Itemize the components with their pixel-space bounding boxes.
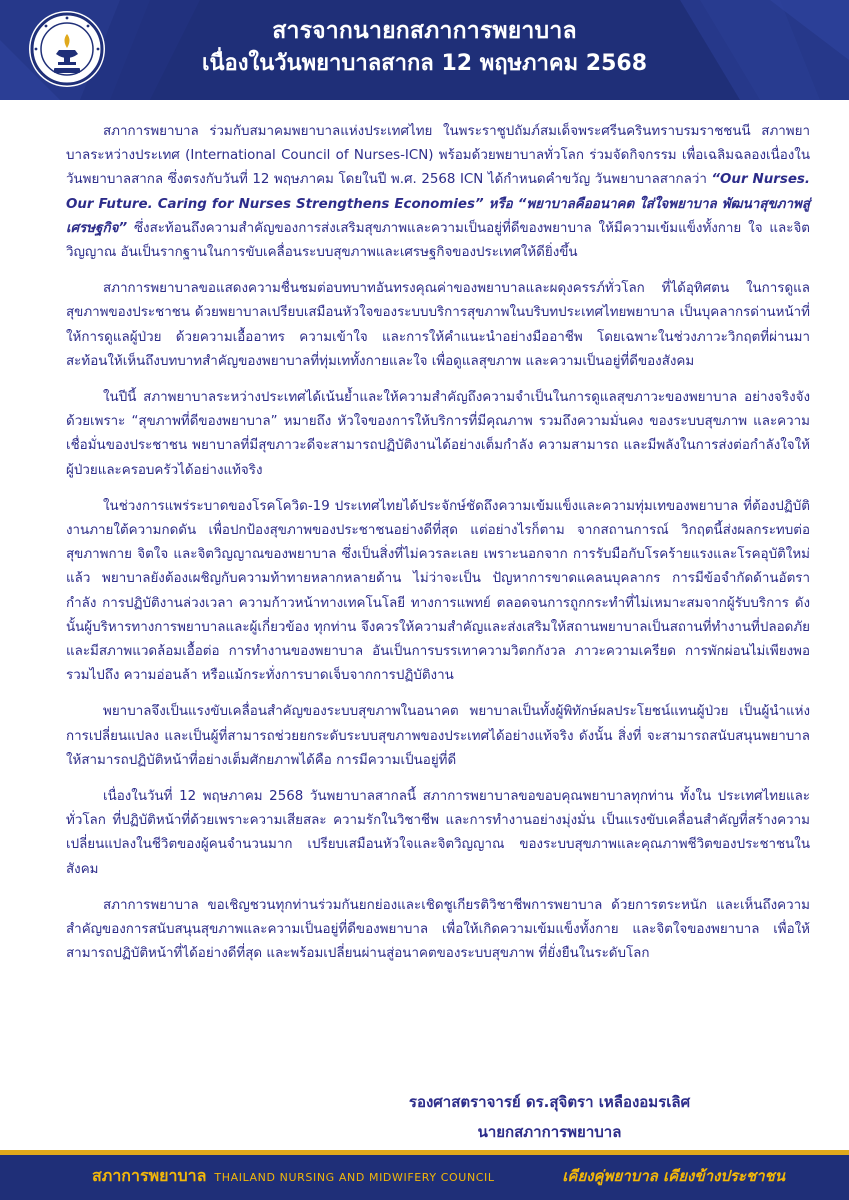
paragraph-4: ในช่วงการแพร่ระบาดของโรคโควิด-19 ประเทศไทยได้ประจักษ์ชัดถึงความเข้มแข็งและความทุ่มเทของพยาบาล ที่ต้องปฏิบัติงานภายใต้ความกดดัน เพื่อปกป้องสุขภาพของประชาชนอย่างดีที่สุด แต่อย่างไรก็ตาม จากสถานการณ์ วิกฤตนี้ส่งผลกระทบต่อสุขภาพกาย จิตใจ และจิตวิญญาณของพยาบาล ซึ่งเป็นสิ่งที่ไม่ควรละเลย เพราะนอกจาก การรับมือกับโรคร้ายแรงและโรคอุบัติใหม่แล้ว พยาบาลยังต้องเผชิญกับความท้าทายหลากหลายด้าน ไม่ว่าจะเป็น ปัญหาการขาดแคลนบุคลากร การมีข้อจำกัดด้านอัตรากำลัง การปฏิบัติงานล่วงเวลา ความก้าวหน้าทางเทคโนโลยี ทางการแพทย์ ตลอดจนการถูกกระทำที่ไม่เหมาะสมจากผู้รับบริการ ดังนั้นผู้บริหารทางการพยาบาลและผู้เกี่ยวข้อง ทุกท่าน จึงควรให้ความสำคัญและส่งเสริมให้สถานพยาบาลเป็นสถานที่ทำงานที่ปลอดภัยและมีสภาพแวดล้อมเอื้อต่อ การทำงานของพยาบาล อันเป็นการบรรเทาความวิตกกังวล ภาวะความเครียด การพักผ่อนไม่เพียงพอ รวมไปถึง ความอ่อนล้า หรือแม้กระทั่งการบาดเจ็บจากการปฏิบัติงาน <box>66 498 810 684</box>
paragraph-1-text-end: ซึ่งสะท้อนถึงความสำคัญของการส่งเสริมสุขภาพและความเป็นอยู่ที่ดีของพยาบาล ให้มีความเข้มแข็งทั้งกาย ใจ และจิตวิญญาณ อันเป็นรากฐานในการขับเคลื่อนระบบสุขภาพและเศรษฐกิจของประเทศให้ดียิ่งขึ้น <box>66 220 810 261</box>
paragraph-2: สภาการพยาบาลขอแสดงความชื่นชมต่อบทบาทอันทรงคุณค่าของพยาบาลและผดุงครรภ์ทั่วโลก ที่ได้อุทิศตน ในการดูแลสุขภาพของประชาชน ด้วยพยาบาลเปรียบเสมือนหัวใจของระบบบริการสุขภาพในบริบทประเทศไทยพยาบาล เป็นบุคลากรด่านหน้าที่ให้การดูแลผู้ป่วย ด้วยความเอื้ออาทร ความเข้าใจ และการให้คำแนะนำอย่างมืออาชีพ โดยเฉพาะในช่วงภาวะวิกฤตที่ผ่านมาสะท้อนให้เห็นถึงบทบาทสำคัญของพยาบาลที่ทุ่มเททั้งกายและใจ เพื่อดูแลสุขภาพ และความเป็นอยู่ที่ดีของสังคม <box>66 281 810 369</box>
slogan-emphasis: “Our Nurses. Our Future. Caring for Nurses Strengthens Economies” หรือ “พยาบาลคืออนาคต ใส่ใจพยาบาล พัฒนาสุขภาพสู่เศรษฐกิจ” <box>66 172 810 236</box>
paragraph-3: ในปีนี้ สภาพยาบาลระหว่างประเทศได้เน้นย้ำและให้ความสำคัญถึงความจำเป็นในการดูแลสุขภาวะของพยาบาล อย่างจริงจังด้วยเพราะ “สุขภาพที่ดีของพยาบาล” หมายถึง หัวใจของการให้บริการที่มีคุณภาพ รวมถึงความมั่นคง ของระบบสุขภาพ และความเชื่อมั่นของประชาชน พยาบาลที่มีสุขภาวะดีจะสามารถปฏิบัติงานได้อย่างเต็มกำลัง ความสามารถ และมีพลังในการส่งต่อกำลังใจให้ผู้ป่วยและครอบครัวได้อย่างแท้จริง <box>66 390 810 478</box>
footer-stripe <box>0 1150 849 1155</box>
paragraph-1 <box>66 120 810 265</box>
paragraph-1-text: สภาการพยาบาล ร่วมกับสมาคมพยาบาลแห่งประเทศไทย ในพระราชูปถัมภ์สมเด็จพระศรีนครินทราบรมราชชนนี สภาพยาบาลระหว่างประเทศ (International Council of Nurses-ICN) พร้อมด้วยพยาบาลทั่วโลก ร่วมจัดกิจกรรม เพื่อเฉลิมฉลองเนื่องในวันพยาบาลสากล ซึ่งตรงกับวันที่ 12 พฤษภาคม โดยในปี พ.ศ. 2568 ICN ได้กำหนดคำขวัญ วันพยาบาลสากลว่า <box>66 124 810 188</box>
footer-org-th: สภาการพยาบาล <box>92 1166 207 1185</box>
footer-slogan: เคียงคู่พยาบาล เคียงข้างประชาชน <box>562 1167 785 1185</box>
title-line-1: สารจากนายกสภาการพยาบาล <box>272 18 577 44</box>
paragraph-6: เนื่องในวันที่ 12 พฤษภาคม 2568 วันพยาบาลสากลนี้ สภาการพยาบาลขอขอบคุณพยาบาลทุกท่าน ทั้งใน ประเทศไทยและทั่วโลก ที่ปฏิบัติหน้าที่ด้วยเพราะความเสียสละ ความรักในวิชาชีพ และการทำงานอย่างมุ่งมั่น เป็นแรงขับเคลื่อนสำคัญที่สร้างความเปลี่ยนแปลงในชีวิตของผู้คนจำนวนมาก เปรียบเสมือนหัวใจและจิตวิญญาณ ของระบบสุขภาพและคุณภาพชีวิตของประชาชนในสังคม <box>66 789 810 877</box>
footer-org <box>92 1164 495 1189</box>
signature-title: นายกสภาการพยาบาล <box>477 1123 622 1141</box>
message-body <box>66 120 810 979</box>
footer-org-en: THAILAND NURSING AND MIDWIFERY COUNCIL <box>214 1171 495 1184</box>
footer-bar <box>0 1150 849 1200</box>
paragraph-5: พยาบาลจึงเป็นแรงขับเคลื่อนสำคัญของระบบสุขภาพในอนาคต พยาบาลเป็นทั้งผู้พิทักษ์ผลประโยชน์แทนผู้ป่วย เป็นผู้นำแห่งการเปลี่ยนแปลง และเป็นผู้ที่สามารถช่วยยกระดับระบบสุขภาพของประเทศได้อย่างแท้จริง ดังนั้น สิ่งที่ จะสามารถสนับสนุนพยาบาลให้สามารถปฏิบัติหน้าที่อย่างเต็มศักยภาพได้คือ การมีความเป็นอยู่ที่ดี <box>66 704 810 768</box>
signature-name: รองศาสตราจารย์ ดร.สุจิตรา เหลืองอมรเลิศ <box>408 1093 691 1111</box>
header-title <box>0 14 849 80</box>
title-line-2: เนื่องในวันพยาบาลสากล 12 พฤษภาคม 2568 <box>201 51 648 76</box>
paragraph-7: สภาการพยาบาล ขอเชิญชวนทุกท่านร่วมกันยกย่องและเชิดชูเกียรติวิชาชีพการพยาบาล ด้วยการตระหนัก และเห็นถึงความสำคัญของการสนับสนุนสุขภาพและความเป็นอยู่ที่ดีของพยาบาล เพื่อให้เกิดความเข้มแข็งทั้งกาย และจิตใจของพยาบาล เพื่อให้สามารถปฏิบัติหน้าที่ได้อย่างดีที่สุด และพร้อมเปลี่ยนผ่านสู่อนาคตของระบบสุขภาพ ที่ยั่งยืนในระดับโลก <box>66 897 810 962</box>
header-banner <box>0 0 849 100</box>
